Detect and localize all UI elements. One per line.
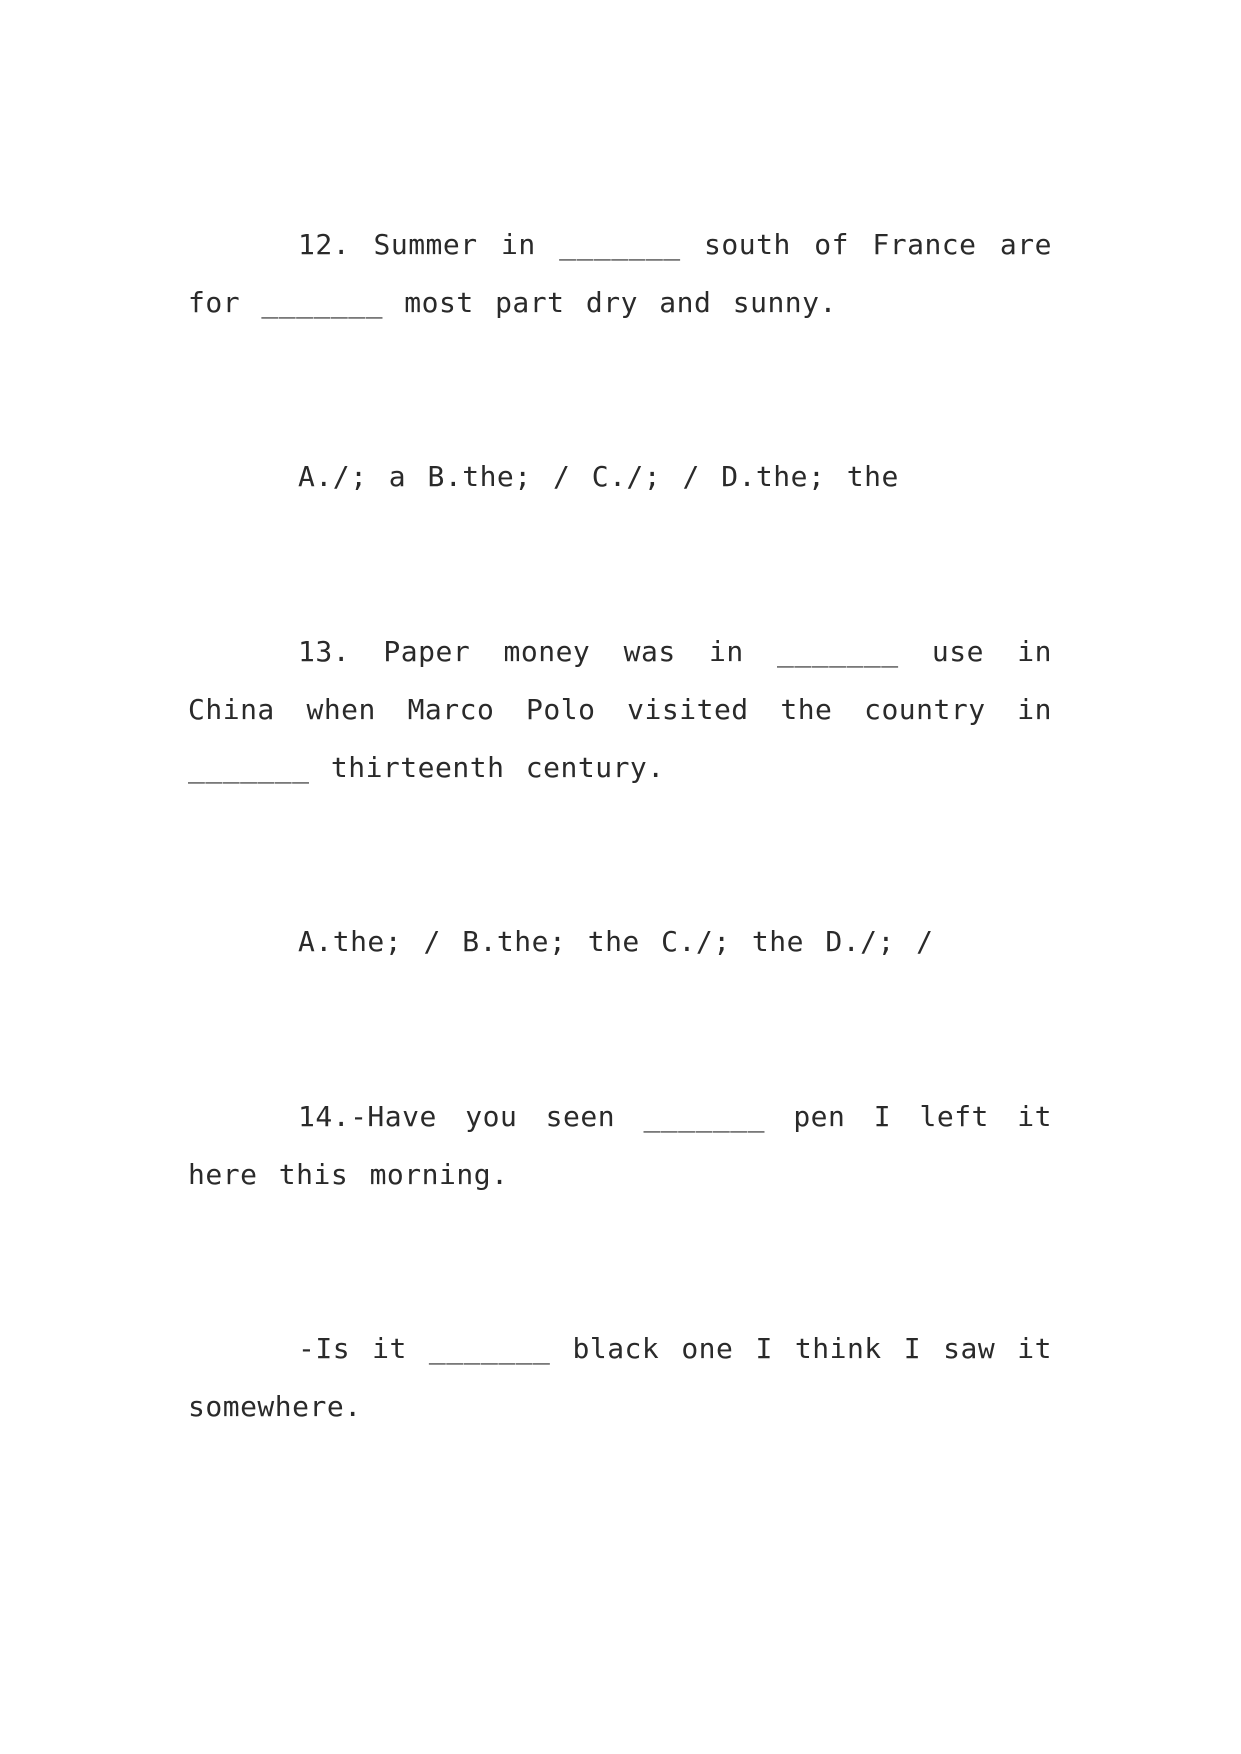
question-12-text: 12. Summer in _______ south of France are for _______ most part dry and sunny. bbox=[188, 228, 1052, 319]
question-14-text: 14.-Have you seen _______ pen I left it here this morning. bbox=[188, 1100, 1052, 1191]
question-13-text: 13. Paper money was in _______ use in China when Marco Polo visited the country in _______ thirteenth century. bbox=[188, 635, 1052, 784]
question-12-options: A./; a B.the; / C./; / D.the; the bbox=[298, 460, 899, 493]
question-13-options: A.the; / B.the; the C./; the D./; / bbox=[298, 925, 934, 958]
question-14-reply: -Is it _______ black one I think I saw it somewhere. bbox=[188, 1332, 1052, 1423]
